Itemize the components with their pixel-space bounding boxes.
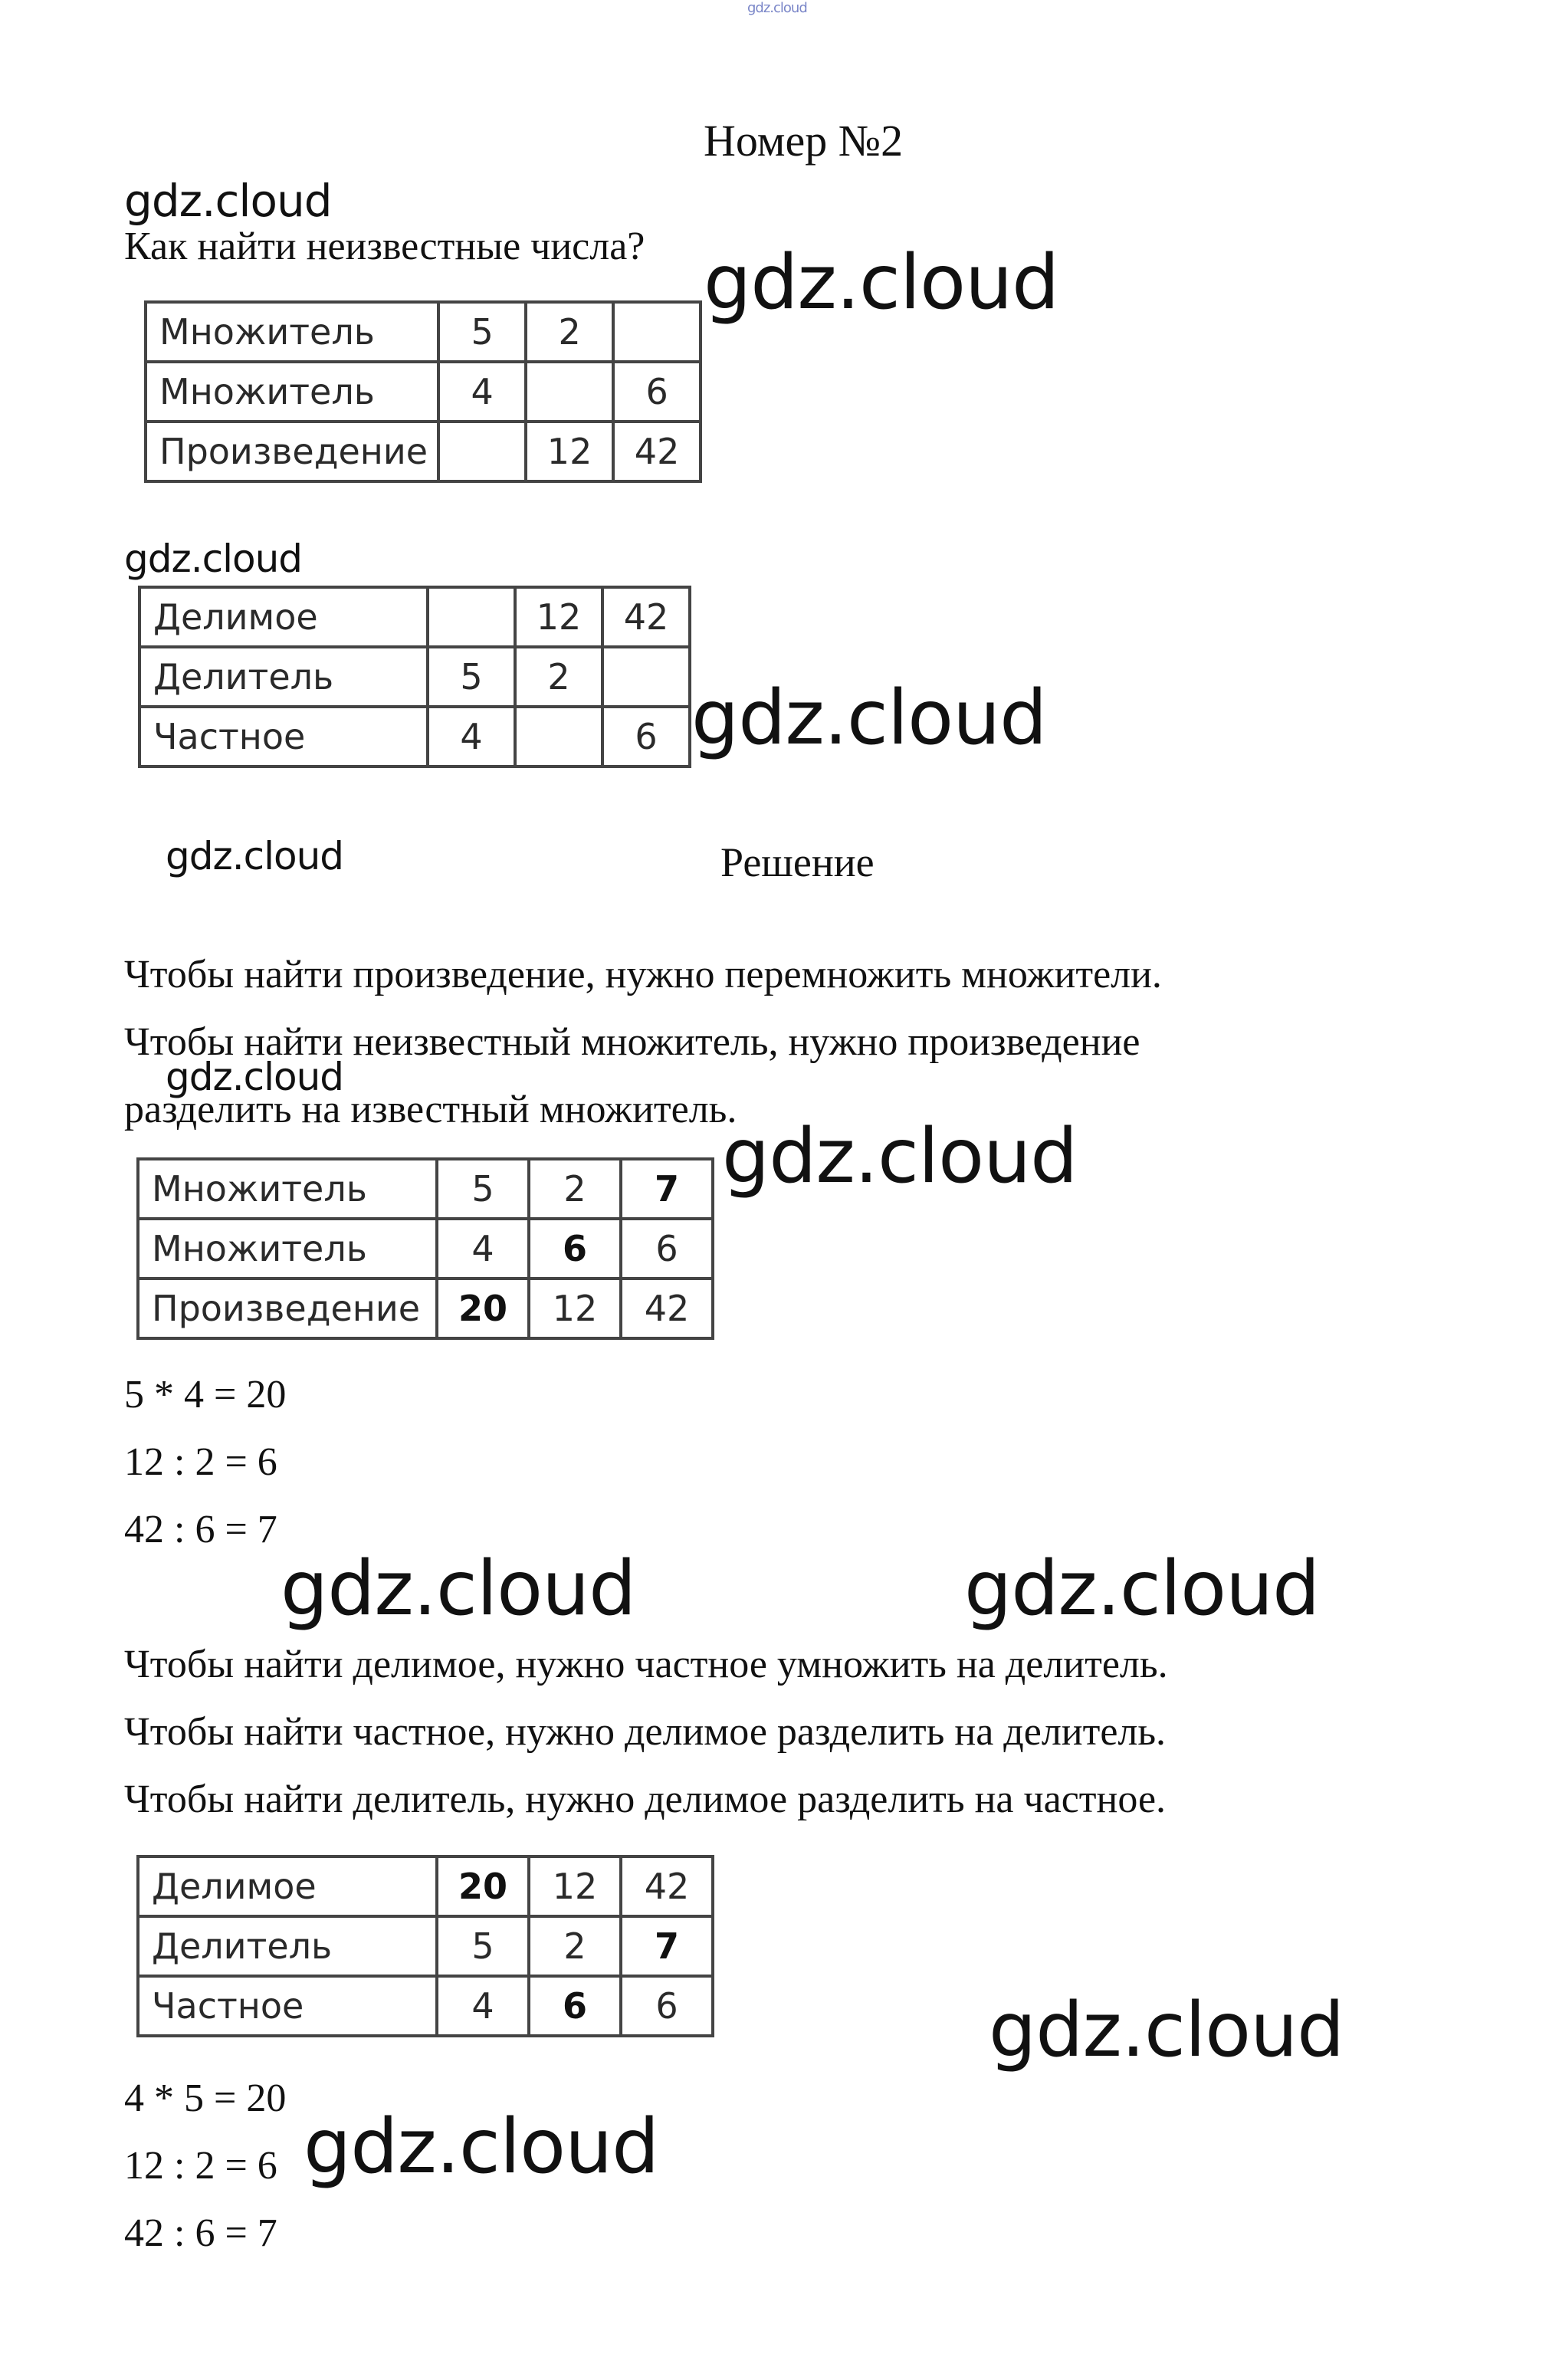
- rule-text: разделить на известный множитель.: [124, 1088, 737, 1131]
- table-row: [139, 647, 690, 707]
- table-cell: 2: [515, 647, 602, 707]
- table-row: [139, 707, 690, 767]
- table-row: [146, 362, 701, 422]
- table-row: [146, 302, 701, 362]
- table-cell: 4: [428, 707, 515, 767]
- equation: 5 * 4 = 20: [124, 1373, 287, 1417]
- watermark: gdz.cloud: [704, 239, 1059, 327]
- watermark: gdz.cloud: [166, 834, 344, 878]
- table-row: [138, 1856, 713, 1916]
- rule-text: Чтобы найти неизвестный множитель, нужно произведение: [124, 1020, 1140, 1064]
- table-cell: 2: [526, 302, 613, 362]
- row-label: Делитель: [138, 1916, 437, 1976]
- table-cell: 42: [621, 1279, 713, 1338]
- equation: 42 : 6 = 7: [124, 2211, 277, 2255]
- table-row: [139, 587, 690, 647]
- answer-cell: 20: [437, 1856, 529, 1916]
- row-label: Делимое: [138, 1856, 437, 1916]
- multiplication-table-solved: [136, 1157, 714, 1340]
- table-cell: 2: [529, 1159, 621, 1219]
- table-cell: 42: [602, 587, 690, 647]
- table-cell: 42: [613, 422, 701, 481]
- table-cell: 6: [621, 1219, 713, 1279]
- table-cell: 12: [515, 587, 602, 647]
- multiplication-table-task: [144, 300, 702, 483]
- table-cell: 4: [437, 1976, 529, 2036]
- table-cell: [526, 362, 613, 422]
- row-label: Множитель: [138, 1219, 437, 1279]
- watermark: gdz.cloud: [124, 175, 332, 227]
- row-label: Произведение: [138, 1279, 437, 1338]
- answer-cell: 7: [621, 1159, 713, 1219]
- top-watermark: gdz.cloud: [747, 0, 807, 16]
- table-row: [138, 1219, 713, 1279]
- row-label: Делитель: [139, 647, 428, 707]
- table-cell: 5: [437, 1159, 529, 1219]
- answer-cell: 7: [621, 1916, 713, 1976]
- watermark: gdz.cloud: [964, 1545, 1320, 1633]
- table-cell: 5: [428, 647, 515, 707]
- watermark: gdz.cloud: [166, 1055, 344, 1099]
- watermark: gdz.cloud: [304, 2103, 659, 2191]
- watermark: gdz.cloud: [124, 537, 303, 581]
- solution-title: Решение: [720, 839, 875, 885]
- equation: 4 * 5 = 20: [124, 2076, 287, 2120]
- answer-cell: 6: [529, 1219, 621, 1279]
- table-cell: 5: [437, 1916, 529, 1976]
- table-row: [138, 1976, 713, 2036]
- watermark: gdz.cloud: [281, 1545, 636, 1633]
- watermark: gdz.cloud: [989, 1987, 1344, 2074]
- rule-text: Чтобы найти произведение, нужно перемножить множители.: [124, 953, 1162, 996]
- table-cell: [428, 587, 515, 647]
- row-label: Делимое: [139, 587, 428, 647]
- table-row: [138, 1916, 713, 1976]
- equation: 12 : 2 = 6: [124, 2144, 277, 2188]
- answer-cell: 6: [529, 1976, 621, 2036]
- table-row: [138, 1159, 713, 1219]
- table-cell: 2: [529, 1916, 621, 1976]
- equation: 12 : 2 = 6: [124, 1440, 277, 1484]
- page-title: Номер №2: [704, 116, 904, 166]
- rule-text: Чтобы найти частное, нужно делимое разделить на делитель.: [124, 1710, 1167, 1754]
- division-table-task: [138, 586, 691, 768]
- division-table-solved: [136, 1855, 714, 2037]
- table-cell: [613, 302, 701, 362]
- table-cell: 12: [529, 1279, 621, 1338]
- table-row: [138, 1279, 713, 1338]
- table-cell: 6: [613, 362, 701, 422]
- rule-text: Чтобы найти делитель, нужно делимое разделить на частное.: [124, 1778, 1167, 1821]
- table-cell: 5: [438, 302, 526, 362]
- table-row: [146, 422, 701, 481]
- row-label: Множитель: [146, 302, 438, 362]
- table-cell: 6: [621, 1976, 713, 2036]
- row-label: Множитель: [146, 362, 438, 422]
- table-cell: [515, 707, 602, 767]
- question-text: Как найти неизвестные числа?: [124, 225, 645, 268]
- table-cell: 42: [621, 1856, 713, 1916]
- table-cell: 12: [529, 1856, 621, 1916]
- table-cell: [438, 422, 526, 481]
- table-cell: [602, 647, 690, 707]
- row-label: Частное: [138, 1976, 437, 2036]
- table-cell: 4: [437, 1219, 529, 1279]
- table-cell: 12: [526, 422, 613, 481]
- row-label: Произведение: [146, 422, 438, 481]
- watermark: gdz.cloud: [722, 1113, 1078, 1200]
- table-cell: 6: [602, 707, 690, 767]
- equation: 42 : 6 = 7: [124, 1508, 277, 1551]
- row-label: Множитель: [138, 1159, 437, 1219]
- answer-cell: 20: [437, 1279, 529, 1338]
- row-label: Частное: [139, 707, 428, 767]
- watermark: gdz.cloud: [691, 675, 1047, 762]
- rule-text: Чтобы найти делимое, нужно частное умножить на делитель.: [124, 1643, 1168, 1686]
- table-cell: 4: [438, 362, 526, 422]
